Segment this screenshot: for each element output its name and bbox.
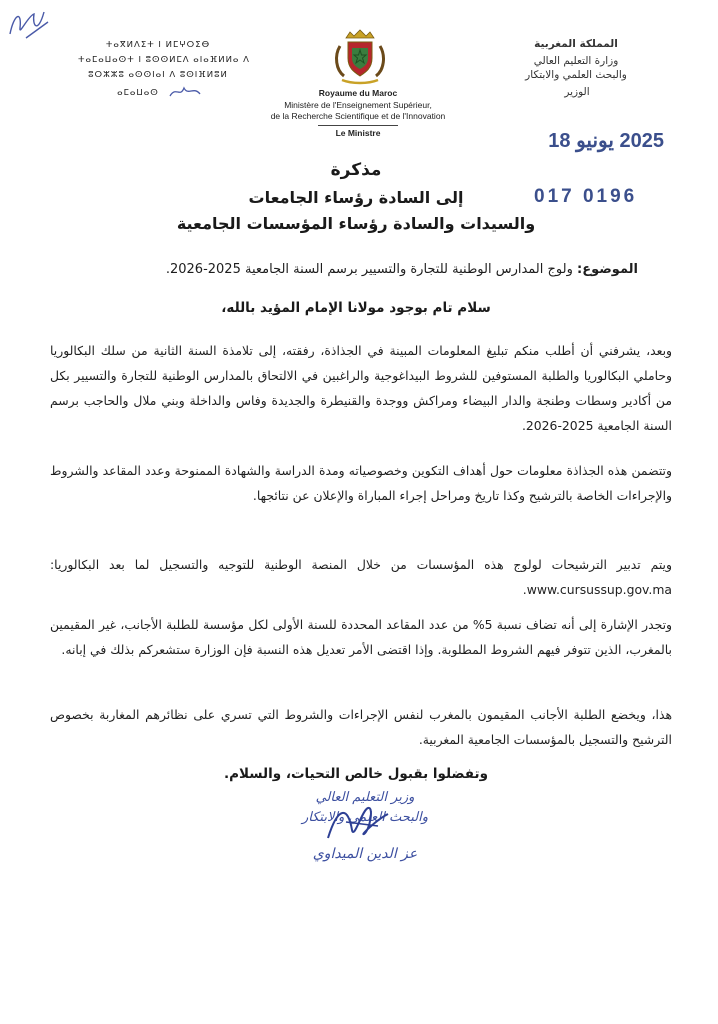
reference-number: 017 0196	[534, 186, 638, 207]
tifinagh-minister-label: ⴰⵎⴰⵡⴰⵙ	[117, 88, 159, 98]
body-paragraph-2: وتتضمن هذه الجذاذة معلومات حول أهداف التكوين وخصوصياته ومدة الدراسة والشهادة الممنوحة وعدد المقاعد والشروط والإجراءات الخاصة بالترشيح وكذا تاريخ ومراحل إجراء المباراة والإعلان عن نتائجها.	[50, 463, 672, 503]
ar-ministry-line-1: وزارة التعليم العالي	[533, 55, 619, 67]
tifinagh-header-line-3: ⵓⵔⵣⵣⵓ ⴰⵙⵙⵏⴰⵏ ⴷ ⵓⵙⵏⴼⵍⵓⵍ	[88, 70, 228, 80]
fr-ministry-line-2: de la Recherche Scientifique et de l'Innovation	[270, 111, 446, 121]
signatory-name: عز الدين الميداوي	[312, 846, 418, 862]
fr-minister: Le Ministre	[335, 128, 381, 138]
body-paragraph-5: هذا، ويخضع الطلبة الأجانب المقيمون بالمغرب لنفس الإجراءات والشروط التي تسري على نظائرهم المغاربة بخصوص الترشيح والتسجيل بالمؤسسات الجامعية المغربية.	[50, 707, 672, 747]
fr-minister-underline	[318, 125, 398, 126]
greeting: سلام تام بوجود مولانا الإمام المؤيد بالله،	[221, 300, 491, 316]
date-stamp: 2025 يونيو 18	[548, 130, 664, 152]
subject-text: ولوج المدارس الوطنية للتجارة والتسيير برسم السنة الجامعية 2025-2026.	[165, 262, 573, 277]
corner-initials-mark	[4, 4, 56, 46]
fr-kingdom: Royaume du Maroc	[318, 88, 398, 98]
ar-ministry-line-2: والبحث العلمي والابتكار	[525, 69, 627, 81]
subject-line	[78, 262, 638, 277]
coat-of-arms-emblem	[332, 28, 388, 86]
tifinagh-header-line-1: ⵜⴰⴳⵍⴷⵉⵜ ⵏ ⵍⵎⵖⵔⵉⴱ	[105, 40, 211, 50]
handwritten-signature	[318, 800, 398, 846]
memo-title: مذكرة	[330, 160, 382, 180]
signature-title-line-1: وزير التعليم العالي	[315, 790, 415, 805]
body-paragraph-4: وتجدر الإشارة إلى أنه تضاف نسبة 5% من عدد المقاعد المحددة للسنة الأولى لكل مؤسسة للطلبة الأجانب، غير المقيمين بالمغرب، الذين تتوفر فيهم الشروط المطلوبة. وإذا اقتضى الأمر تعديل هذه النسبة فإن الوزارة ستشعركم بذلك في إبانه.	[50, 617, 673, 657]
closing-line: وتفضلوا بقبول خالص التحيات، والسلام.	[224, 766, 488, 782]
signature-title-line-2: والبحث العلمي والابتكار	[302, 810, 428, 825]
body-paragraph-3: ويتم تدبير الترشيحات لولوج هذه المؤسسات من خلال المنصة الوطنية للتوجيه والتسجيل لما بعد البكالوريا: www.cursussup.gov.ma.	[50, 557, 672, 597]
ar-kingdom: المملكة المغربية	[534, 38, 618, 50]
body-paragraph-1: وبعد، يشرفني أن أطلب منكم تبليغ المعلومات المبينة في الجذاذة، رفقته، إلى تلامذة السنة الثانية من سلك البكالوريا وحاملي البكالوريا والطلبة المستوفين للشروط البيداغوجية والراغبين في الالتحاق بالمدارس الوطنية للتجارة والتسيير بكل من أكادير وسطات وطنجة والدار البيضاء ومراكش ووجدة والقنيطرة والجديدة وفاس والداخلة وبني ملال والحاجب برسم السنة الجامعية 2025-2026.	[50, 343, 672, 433]
subject-label: الموضوع:	[577, 262, 638, 277]
initials-scribble	[168, 84, 202, 100]
memo-recipient-line-1: إلى السادة رؤساء الجامعات	[248, 188, 464, 207]
fr-ministry-line-1: Ministère de l'Enseignement Supérieur,	[284, 100, 432, 110]
ar-minister: الوزير	[564, 86, 590, 98]
tifinagh-header-line-2: ⵜⴰⵎⴰⵡⴰⵙⵜ ⵏ ⵓⵙⵙⵍⵎⴷ ⴰⵏⴰⴼⵍⵍⴰ ⴷ	[78, 55, 250, 65]
memo-recipient-line-2: والسيدات والسادة رؤساء المؤسسات الجامعية	[176, 214, 536, 233]
